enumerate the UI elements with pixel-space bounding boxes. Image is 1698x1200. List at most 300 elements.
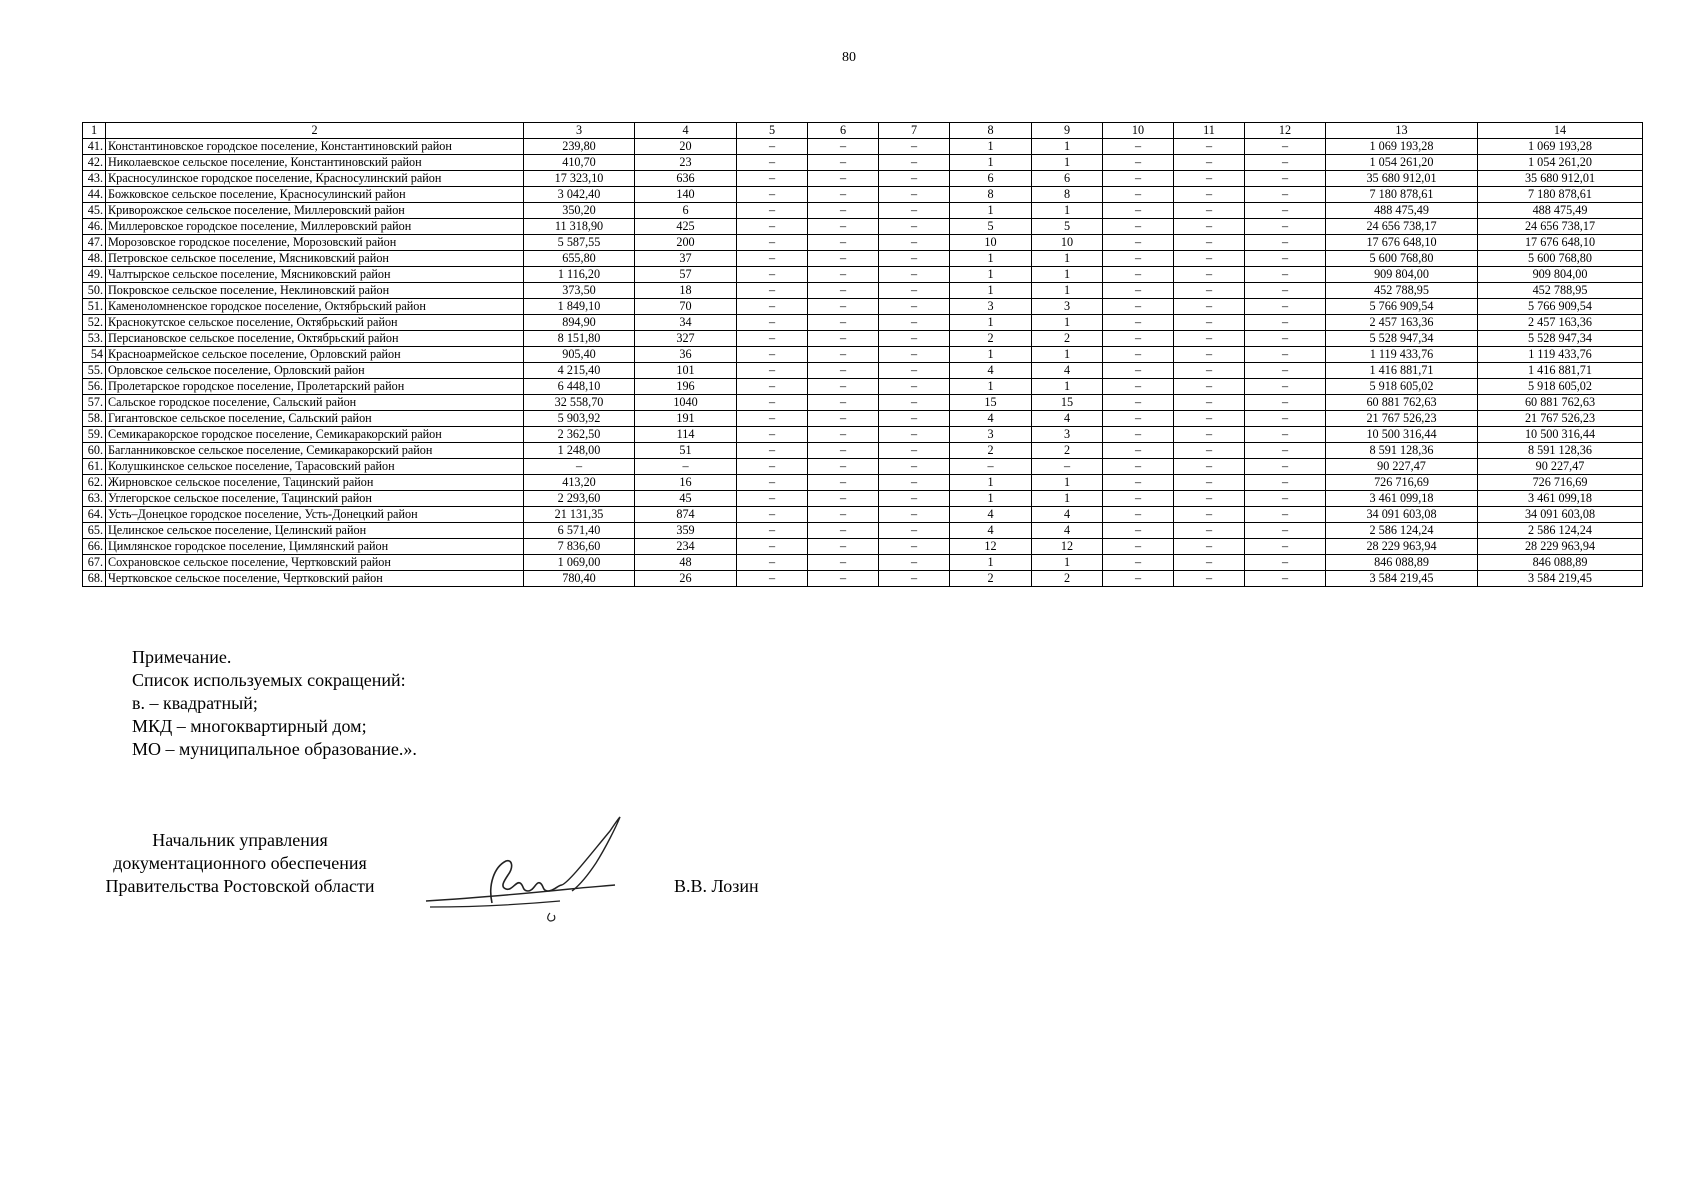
table-cell: – <box>808 395 879 411</box>
table-cell: – <box>1174 219 1245 235</box>
table-cell: – <box>737 507 808 523</box>
table-cell: 68. <box>83 571 106 587</box>
table-cell: 1 <box>1032 315 1103 331</box>
table-cell: – <box>1174 299 1245 315</box>
table-cell: – <box>1174 507 1245 523</box>
table-cell: – <box>1103 171 1174 187</box>
table-cell: 36 <box>635 347 737 363</box>
table-row <box>83 219 1643 235</box>
table-cell: – <box>808 267 879 283</box>
table-cell: 61. <box>83 459 106 475</box>
table-cell: 6 <box>950 171 1032 187</box>
signatory-title-line: документационного обеспечения <box>113 853 367 873</box>
table-cell: – <box>1103 571 1174 587</box>
table-cell: – <box>808 315 879 331</box>
table-cell: – <box>1174 459 1245 475</box>
table-cell: 2 457 163,36 <box>1478 315 1643 331</box>
table-cell: 26 <box>635 571 737 587</box>
table-cell: – <box>1103 219 1174 235</box>
table-cell: 10 <box>950 235 1032 251</box>
table-cell: – <box>808 251 879 267</box>
note-line: Список используемых сокращений: <box>132 670 406 690</box>
table-cell: 4 <box>1032 363 1103 379</box>
table-cell: 1 <box>950 283 1032 299</box>
table-cell: – <box>737 331 808 347</box>
table-header-cell: 6 <box>808 123 879 139</box>
table-cell: 1 <box>950 347 1032 363</box>
table-cell: – <box>879 395 950 411</box>
table-cell: – <box>1103 235 1174 251</box>
table-cell: 1 <box>950 139 1032 155</box>
table-cell: – <box>1103 267 1174 283</box>
table-cell: – <box>737 347 808 363</box>
table-row <box>83 555 1643 571</box>
table-cell: – <box>1245 571 1326 587</box>
table-cell: 44. <box>83 187 106 203</box>
table-cell: – <box>1174 475 1245 491</box>
table-cell: 43. <box>83 171 106 187</box>
table-cell: Николаевское сельское поселение, Константиновский район <box>106 155 524 171</box>
table-cell: 35 680 912,01 <box>1326 171 1478 187</box>
table-cell: – <box>1174 427 1245 443</box>
table-cell: Сохрановское сельское поселение, Чертковский район <box>106 555 524 571</box>
table-cell: Усть–Донецкое городское поселение, Усть-Донецкий район <box>106 507 524 523</box>
table-cell: 1 <box>950 475 1032 491</box>
table-row <box>83 347 1643 363</box>
table-cell: 5 918 605,02 <box>1478 379 1643 395</box>
table-cell: 20 <box>635 139 737 155</box>
table-header-cell: 13 <box>1326 123 1478 139</box>
table-cell: 909 804,00 <box>1326 267 1478 283</box>
table-cell: – <box>1245 283 1326 299</box>
table-cell: Цимлянское городское поселение, Цимлянский район <box>106 539 524 555</box>
table-cell: 58. <box>83 411 106 427</box>
table-cell: – <box>1103 411 1174 427</box>
table-row <box>83 315 1643 331</box>
table-header-cell: 14 <box>1478 123 1643 139</box>
table-cell: – <box>1103 139 1174 155</box>
table-cell: – <box>1245 459 1326 475</box>
table-header-cell: 12 <box>1245 123 1326 139</box>
table-cell: – <box>1103 315 1174 331</box>
table-header-cell: 1 <box>83 123 106 139</box>
table-cell: – <box>879 443 950 459</box>
table-cell: 1 119 433,76 <box>1478 347 1643 363</box>
table-cell: – <box>737 395 808 411</box>
table-cell: 4 <box>950 523 1032 539</box>
table-cell: 2 <box>950 443 1032 459</box>
table-cell: 2 <box>950 331 1032 347</box>
table-cell: 3 042,40 <box>524 187 635 203</box>
table-cell: 3 <box>950 427 1032 443</box>
table-cell: 140 <box>635 187 737 203</box>
table-cell: 55. <box>83 363 106 379</box>
table-header-cell: 8 <box>950 123 1032 139</box>
table-cell: 21 767 526,23 <box>1326 411 1478 427</box>
table-cell: 350,20 <box>524 203 635 219</box>
table-cell: 2 <box>1032 571 1103 587</box>
table-row <box>83 571 1643 587</box>
table-header-cell: 5 <box>737 123 808 139</box>
table-cell: – <box>1174 155 1245 171</box>
table-cell: 1 <box>1032 283 1103 299</box>
table-cell: – <box>808 491 879 507</box>
table-cell: – <box>737 523 808 539</box>
table-cell: – <box>1174 315 1245 331</box>
table-cell: 4 <box>1032 523 1103 539</box>
table-cell: – <box>808 363 879 379</box>
table-cell: – <box>879 219 950 235</box>
table-cell: 17 676 648,10 <box>1478 235 1643 251</box>
table-cell: Константиновское городское поселение, Константиновский район <box>106 139 524 155</box>
table-cell: 5 <box>950 219 1032 235</box>
table-row <box>83 251 1643 267</box>
table-cell: Багланниковское сельское поселение, Семикаракорский район <box>106 443 524 459</box>
table-row <box>83 187 1643 203</box>
table-cell: – <box>1174 523 1245 539</box>
table-cell: – <box>1245 427 1326 443</box>
table-cell: – <box>737 235 808 251</box>
table-cell: 874 <box>635 507 737 523</box>
table-cell: 90 227,47 <box>1478 459 1643 475</box>
table-cell: – <box>808 411 879 427</box>
table-cell: – <box>1174 187 1245 203</box>
table-cell: – <box>1032 459 1103 475</box>
table-cell: 327 <box>635 331 737 347</box>
signatory-title <box>80 829 400 898</box>
table-cell: – <box>1103 155 1174 171</box>
table-cell: – <box>879 459 950 475</box>
table-cell: – <box>1174 251 1245 267</box>
table-cell: 50. <box>83 283 106 299</box>
table-cell: 2 362,50 <box>524 427 635 443</box>
table-cell: – <box>1103 459 1174 475</box>
table-cell: – <box>879 347 950 363</box>
table-cell: 3 <box>1032 299 1103 315</box>
table-row <box>83 491 1643 507</box>
table-cell: – <box>1174 571 1245 587</box>
table-row <box>83 171 1643 187</box>
table-cell: 12 <box>950 539 1032 555</box>
table-cell: 49. <box>83 267 106 283</box>
table-cell: 1 <box>1032 555 1103 571</box>
table-cell: – <box>1174 443 1245 459</box>
table-cell: – <box>1245 347 1326 363</box>
table-cell: 2 <box>950 571 1032 587</box>
table-cell: 23 <box>635 155 737 171</box>
signatory-name: В.В. Лозин <box>674 876 759 896</box>
table-cell: – <box>808 379 879 395</box>
table-cell: 54 <box>83 347 106 363</box>
table-cell: – <box>879 539 950 555</box>
table-cell: – <box>1174 347 1245 363</box>
table-cell: Орловское сельское поселение, Орловский район <box>106 363 524 379</box>
table-cell: 21 767 526,23 <box>1478 411 1643 427</box>
table-cell: – <box>524 459 635 475</box>
table-row <box>83 331 1643 347</box>
table-cell: – <box>879 251 950 267</box>
table-cell: 5 903,92 <box>524 411 635 427</box>
table-row <box>83 395 1643 411</box>
table-cell: – <box>879 363 950 379</box>
table-header-cell: 7 <box>879 123 950 139</box>
table-cell: – <box>1103 331 1174 347</box>
table-cell: 413,20 <box>524 475 635 491</box>
note-block <box>132 646 417 761</box>
table-cell: 48 <box>635 555 737 571</box>
table-cell: Целинское сельское поселение, Целинский район <box>106 523 524 539</box>
table-cell: 12 <box>1032 539 1103 555</box>
table-cell: – <box>1103 427 1174 443</box>
table-cell: – <box>879 267 950 283</box>
table-cell: 64. <box>83 507 106 523</box>
table-cell: 200 <box>635 235 737 251</box>
table-cell: – <box>808 283 879 299</box>
table-cell: – <box>1245 155 1326 171</box>
note-line: МКД – многоквартирный дом; <box>132 716 367 736</box>
table-cell: 726 716,69 <box>1326 475 1478 491</box>
table-cell: 2 586 124,24 <box>1326 523 1478 539</box>
table-cell: – <box>808 459 879 475</box>
table-cell: 34 091 603,08 <box>1326 507 1478 523</box>
table-cell: – <box>879 571 950 587</box>
table-cell: 1 <box>1032 347 1103 363</box>
table-cell: – <box>1103 251 1174 267</box>
table-cell: 5 <box>1032 219 1103 235</box>
table-cell: – <box>635 459 737 475</box>
table-cell: – <box>1245 299 1326 315</box>
table-cell: 1 <box>950 155 1032 171</box>
table-cell: 846 088,89 <box>1478 555 1643 571</box>
table-cell: 373,50 <box>524 283 635 299</box>
table-cell: Пролетарское городское поселение, Пролетарский район <box>106 379 524 395</box>
table-cell: 15 <box>950 395 1032 411</box>
table-cell: – <box>879 507 950 523</box>
table-cell: 42. <box>83 155 106 171</box>
table-cell: – <box>1174 331 1245 347</box>
table-cell: – <box>879 283 950 299</box>
table-cell: – <box>1174 139 1245 155</box>
table-cell: – <box>808 475 879 491</box>
table-cell: – <box>737 555 808 571</box>
table-cell: 67. <box>83 555 106 571</box>
table-cell: – <box>808 555 879 571</box>
table-cell: 47. <box>83 235 106 251</box>
data-table <box>82 122 1643 587</box>
table-cell: 66. <box>83 539 106 555</box>
table-cell: Красносулинское городское поселение, Красносулинский район <box>106 171 524 187</box>
table-cell: – <box>808 443 879 459</box>
page-number: 80 <box>842 50 856 65</box>
table-row <box>83 363 1643 379</box>
table-cell: 4 <box>950 363 1032 379</box>
table-cell: Чертковское сельское поселение, Чертковский район <box>106 571 524 587</box>
table-cell: 6 <box>635 203 737 219</box>
table-cell: 359 <box>635 523 737 539</box>
table-cell: – <box>737 267 808 283</box>
table-cell: 1 <box>1032 139 1103 155</box>
table-row <box>83 427 1643 443</box>
table-cell: 57. <box>83 395 106 411</box>
table-cell: 16 <box>635 475 737 491</box>
table-cell: – <box>879 555 950 571</box>
table-cell: – <box>1103 299 1174 315</box>
table-cell: 41. <box>83 139 106 155</box>
handwritten-signature <box>420 815 660 925</box>
table-header-cell: 2 <box>106 123 524 139</box>
table-cell: – <box>1245 363 1326 379</box>
table-row <box>83 443 1643 459</box>
table-cell: 1040 <box>635 395 737 411</box>
table-cell: 10 500 316,44 <box>1478 427 1643 443</box>
table-cell: – <box>879 203 950 219</box>
table-cell: – <box>879 523 950 539</box>
table-cell: 51. <box>83 299 106 315</box>
table-cell: 1 248,00 <box>524 443 635 459</box>
table-cell: 6 571,40 <box>524 523 635 539</box>
table-cell: – <box>1103 507 1174 523</box>
table-row <box>83 475 1643 491</box>
table-cell: 3 461 099,18 <box>1326 491 1478 507</box>
table-cell: Колушкинское сельское поселение, Тарасовский район <box>106 459 524 475</box>
table-cell: 2 457 163,36 <box>1326 315 1478 331</box>
table-cell: – <box>737 315 808 331</box>
table-cell: 6 <box>1032 171 1103 187</box>
table-cell: – <box>1174 171 1245 187</box>
table-cell: 452 788,95 <box>1326 283 1478 299</box>
table-cell: 1 116,20 <box>524 267 635 283</box>
table-row <box>83 267 1643 283</box>
table-cell: – <box>808 235 879 251</box>
table-cell: 101 <box>635 363 737 379</box>
table-cell: 2 293,60 <box>524 491 635 507</box>
table-cell: – <box>1245 523 1326 539</box>
table-cell: – <box>808 139 879 155</box>
table-row <box>83 379 1643 395</box>
table-cell: 11 318,90 <box>524 219 635 235</box>
table-cell: 1 054 261,20 <box>1478 155 1643 171</box>
table-cell: 1 416 881,71 <box>1478 363 1643 379</box>
table-cell: 6 448,10 <box>524 379 635 395</box>
table-cell: 2 586 124,24 <box>1478 523 1643 539</box>
table-cell: – <box>1245 171 1326 187</box>
table-cell: 5 766 909,54 <box>1478 299 1643 315</box>
table-cell: – <box>1103 491 1174 507</box>
table-cell: 45 <box>635 491 737 507</box>
table-cell: – <box>1245 443 1326 459</box>
table-cell: – <box>1245 475 1326 491</box>
table-cell: 62. <box>83 475 106 491</box>
table-cell: 234 <box>635 539 737 555</box>
table-cell: 46. <box>83 219 106 235</box>
table-cell: 2 <box>1032 331 1103 347</box>
note-line: в. – квадратный; <box>132 693 258 713</box>
table-cell: 18 <box>635 283 737 299</box>
table-cell: – <box>1103 379 1174 395</box>
table-cell: – <box>1103 187 1174 203</box>
table-cell: – <box>808 571 879 587</box>
table-cell: – <box>1245 555 1326 571</box>
table-cell: 1 119 433,76 <box>1326 347 1478 363</box>
table-cell: 34 091 603,08 <box>1478 507 1643 523</box>
table-cell: 7 180 878,61 <box>1326 187 1478 203</box>
table-cell: – <box>737 251 808 267</box>
table-cell: – <box>879 171 950 187</box>
table-cell: – <box>1245 219 1326 235</box>
table-cell: – <box>879 299 950 315</box>
table-cell: 48. <box>83 251 106 267</box>
table-cell: – <box>808 299 879 315</box>
table-cell: Петровское сельское поселение, Мясниковский район <box>106 251 524 267</box>
table-cell: 56. <box>83 379 106 395</box>
table-cell: 780,40 <box>524 571 635 587</box>
table-cell: – <box>808 171 879 187</box>
table-cell: – <box>737 187 808 203</box>
table-cell: – <box>737 155 808 171</box>
table-cell: – <box>1174 203 1245 219</box>
table-cell: 1 <box>950 379 1032 395</box>
table-cell: – <box>1103 443 1174 459</box>
table-cell: 1 <box>1032 267 1103 283</box>
table-cell: – <box>808 539 879 555</box>
table-cell: 1 <box>1032 475 1103 491</box>
table-cell: 3 584 219,45 <box>1478 571 1643 587</box>
table-cell: – <box>879 331 950 347</box>
table-cell: – <box>1245 395 1326 411</box>
table-cell: 196 <box>635 379 737 395</box>
table-cell: – <box>808 219 879 235</box>
table-cell: Краснокутское сельское поселение, Октябрьский район <box>106 315 524 331</box>
table-cell: 51 <box>635 443 737 459</box>
table-cell: – <box>1245 315 1326 331</box>
table-cell: Красноармейское сельское поселение, Орловский район <box>106 347 524 363</box>
table-cell: 4 <box>950 507 1032 523</box>
table-cell: 5 528 947,34 <box>1478 331 1643 347</box>
table-row <box>83 507 1643 523</box>
table-cell: 1 069 193,28 <box>1478 139 1643 155</box>
table-cell: – <box>808 347 879 363</box>
table-cell: 2 <box>1032 443 1103 459</box>
table-cell: – <box>1245 203 1326 219</box>
table-cell: 239,80 <box>524 139 635 155</box>
table-header-cell: 9 <box>1032 123 1103 139</box>
table-cell: 34 <box>635 315 737 331</box>
table-cell: – <box>1245 235 1326 251</box>
table-cell: – <box>808 331 879 347</box>
table-cell: 60 881 762,63 <box>1478 395 1643 411</box>
table-cell: 655,80 <box>524 251 635 267</box>
table-cell: – <box>1174 235 1245 251</box>
table-cell: 15 <box>1032 395 1103 411</box>
table-cell: 10 500 316,44 <box>1326 427 1478 443</box>
table-cell: 5 587,55 <box>524 235 635 251</box>
table-cell: Морозовское городское поселение, Морозовский район <box>106 235 524 251</box>
table-cell: 3 584 219,45 <box>1326 571 1478 587</box>
table-cell: – <box>879 475 950 491</box>
table-cell: 5 766 909,54 <box>1326 299 1478 315</box>
table-cell: 1 <box>950 555 1032 571</box>
table-cell: 24 656 738,17 <box>1478 219 1643 235</box>
table-cell: Углегорское сельское поселение, Тацинский район <box>106 491 524 507</box>
table-cell: – <box>1174 283 1245 299</box>
table-cell: 37 <box>635 251 737 267</box>
table-cell: – <box>737 379 808 395</box>
table-cell: 53. <box>83 331 106 347</box>
table-cell: – <box>737 539 808 555</box>
table-cell: 1 <box>1032 251 1103 267</box>
table-cell: – <box>737 299 808 315</box>
table-cell: – <box>879 411 950 427</box>
